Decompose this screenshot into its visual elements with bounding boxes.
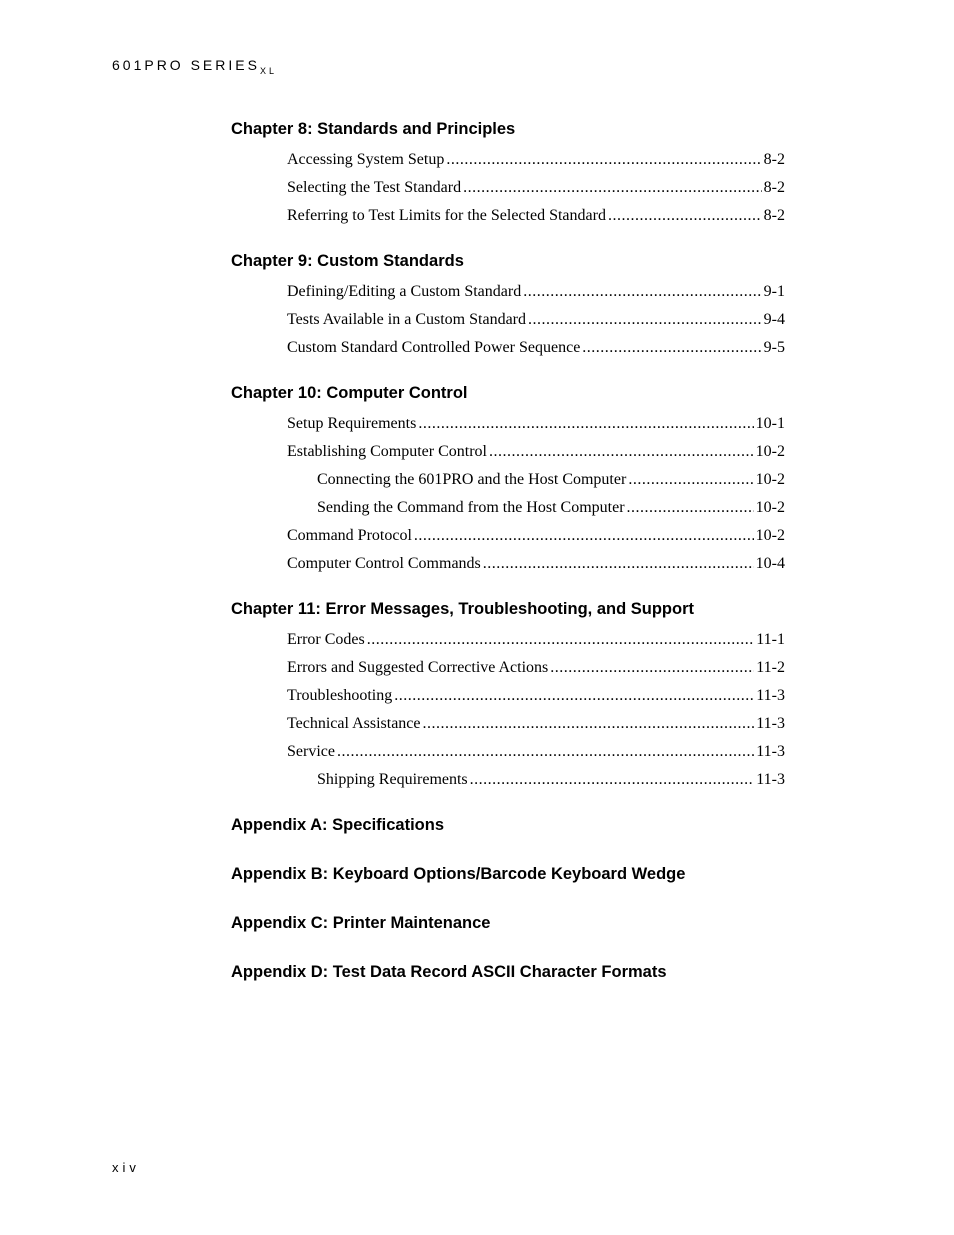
toc-entry[interactable]	[287, 738, 785, 766]
chapter-section	[231, 598, 785, 794]
toc-entry[interactable]	[287, 174, 785, 202]
dot-leader	[627, 494, 754, 522]
dot-leader	[367, 626, 755, 654]
chapter-section	[231, 118, 785, 230]
appendix-section	[231, 912, 785, 934]
toc-entry-page: 11-3	[756, 743, 785, 760]
dot-leader	[414, 522, 754, 550]
chapter-title[interactable]: Chapter 11: Error Messages, Troubleshooting, and Support	[231, 600, 694, 618]
chapter-section	[231, 250, 785, 362]
toc-entry-page: 11-3	[756, 771, 785, 788]
toc-entry-page: 10-2	[755, 443, 785, 460]
toc-entry-label: Sending the Command from the Host Computer	[317, 499, 625, 516]
toc-entry-label: Shipping Requirements	[317, 771, 468, 788]
toc-entry-page: 10-2	[755, 527, 785, 544]
dot-leader	[418, 410, 753, 438]
chapter-title[interactable]: Appendix B: Keyboard Options/Barcode Keyboard Wedge	[231, 865, 686, 883]
toc-entry-page: 8-2	[763, 179, 785, 196]
toc-entry[interactable]	[287, 522, 785, 550]
header-title: 601PRO SERIES	[112, 57, 260, 73]
chapter-title[interactable]: Chapter 9: Custom Standards	[231, 252, 464, 270]
chapter-section	[231, 382, 785, 578]
toc-entry[interactable]	[287, 550, 785, 578]
toc-entry-page: 10-1	[755, 415, 785, 432]
header-subscript: XL	[259, 66, 277, 76]
dot-leader	[394, 682, 754, 710]
toc-entry[interactable]	[287, 438, 785, 466]
toc-entry-label: Selecting the Test Standard	[287, 179, 462, 196]
chapter-title[interactable]: Appendix C: Printer Maintenance	[231, 914, 491, 932]
appendix-section	[231, 814, 785, 836]
toc-entry-label: Service	[287, 743, 335, 760]
dot-leader	[528, 306, 762, 334]
toc-entry-label: Troubleshooting	[287, 687, 393, 704]
toc-entry-page: 9-5	[763, 339, 785, 356]
toc-entry-page: 9-4	[763, 311, 785, 328]
toc-entry-label: Connecting the 601PRO and the Host Computer	[317, 471, 627, 488]
toc-entry-label: Establishing Computer Control	[287, 443, 487, 460]
running-header	[112, 57, 277, 76]
dot-leader	[582, 334, 761, 362]
toc-entry[interactable]	[317, 766, 785, 794]
chapter-title[interactable]: Appendix A: Specifications	[231, 816, 445, 834]
dot-leader	[489, 438, 754, 466]
toc-entry-page: 11-3	[756, 687, 785, 704]
toc-entry[interactable]	[287, 654, 785, 682]
dot-leader	[523, 278, 761, 306]
toc-entry-page: 11-1	[756, 631, 785, 648]
toc-entry-page: 10-2	[755, 471, 785, 488]
toc-entry[interactable]	[287, 682, 785, 710]
dot-leader	[470, 766, 755, 794]
toc-entry-label: Defining/Editing a Custom Standard	[287, 283, 522, 300]
dot-leader	[337, 738, 754, 766]
toc-entry[interactable]	[317, 494, 785, 522]
toc-entry-page: 8-2	[763, 207, 785, 224]
dot-leader	[628, 466, 753, 494]
chapter-title[interactable]: Chapter 10: Computer Control	[231, 384, 468, 402]
toc-entry[interactable]	[317, 466, 785, 494]
toc-entry[interactable]	[287, 278, 785, 306]
toc-entry[interactable]	[287, 410, 785, 438]
toc-entry-page: 10-4	[755, 555, 785, 572]
toc-entry[interactable]	[287, 626, 785, 654]
toc-entry[interactable]	[287, 306, 785, 334]
toc-entry-page: 9-1	[763, 283, 785, 300]
toc-entry-page: 11-2	[756, 659, 785, 676]
toc-entry-label: Tests Available in a Custom Standard	[287, 311, 526, 328]
toc-entry-label: Accessing System Setup	[287, 151, 445, 168]
toc-entry[interactable]	[287, 710, 785, 738]
appendix-section	[231, 863, 785, 885]
page-number: xiv	[112, 1160, 140, 1175]
dot-leader	[550, 654, 754, 682]
toc-entry-page: 8-2	[763, 151, 785, 168]
toc-entry-label: Custom Standard Controlled Power Sequence	[287, 339, 581, 356]
toc-entry-label: Setup Requirements	[287, 415, 417, 432]
appendix-section	[231, 961, 785, 983]
dot-leader	[463, 174, 762, 202]
dot-leader	[608, 202, 762, 230]
toc-entry-page: 11-3	[756, 715, 785, 732]
toc-entry-label: Command Protocol	[287, 527, 412, 544]
toc-entry-label: Computer Control Commands	[287, 555, 481, 572]
toc-entry-label: Referring to Test Limits for the Selected Standard	[287, 207, 606, 224]
toc-entry-label: Errors and Suggested Corrective Actions	[287, 659, 549, 676]
toc-entry-label: Error Codes	[287, 631, 365, 648]
dot-leader	[483, 550, 754, 578]
toc-entry-page: 10-2	[755, 499, 785, 516]
table-of-contents	[231, 118, 785, 1010]
chapter-title[interactable]: Appendix D: Test Data Record ASCII Character Formats	[231, 963, 667, 981]
toc-entry-label: Technical Assistance	[287, 715, 421, 732]
dot-leader	[446, 146, 761, 174]
chapter-title[interactable]: Chapter 8: Standards and Principles	[231, 120, 516, 138]
toc-entry[interactable]	[287, 334, 785, 362]
toc-entry[interactable]	[287, 202, 785, 230]
dot-leader	[423, 710, 755, 738]
toc-entry[interactable]	[287, 146, 785, 174]
